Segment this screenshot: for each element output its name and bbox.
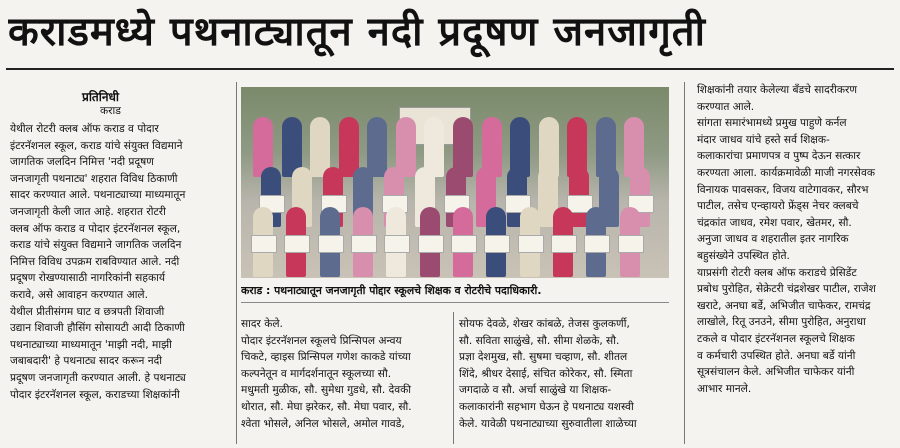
certificate xyxy=(551,235,577,253)
text-line: थोरात, सौ. मेघा झरेकर, सौ. मेघा पवार, सौ. xyxy=(241,400,412,413)
text-line: बहुसंख्येने उपस्थित होते. xyxy=(697,249,790,262)
text-line: करण्यता आला. कार्यक्रमावेळी माजी नगरसेवक xyxy=(697,166,875,179)
text-line: अनुजा जाधव व शहरातील इतर नागरिक xyxy=(697,233,849,246)
byline: प्रतिनिधी xyxy=(82,90,120,104)
text-line: व कर्मचारी उपस्थित होते. अनघा बर्डे यांनी xyxy=(697,349,856,362)
certificate xyxy=(284,235,310,253)
text-line: याप्रसंगी रोटरी क्लब ऑफ कराडचे प्रेसिडेंट xyxy=(697,266,857,279)
text-line: सूत्रसंचालन केले. अभिजीत चाफेकर यांनी xyxy=(697,366,855,379)
text-line: करावे, असे आवाहन करण्यात आले. xyxy=(10,288,148,301)
certificate xyxy=(484,235,510,253)
text-line: प्रबोध पुरोहित, सेक्रेटरी चंद्रशेखर पाटील, राजेश xyxy=(697,283,876,296)
text-line: चंद्रकांत जाधव, रमेश पवार, खेतमर, सौ. xyxy=(697,216,852,229)
certificate xyxy=(351,235,377,253)
text-line: येथील रोटरी क्लब ऑफ कराड व पोदार xyxy=(10,123,159,135)
text-line: प्रज्ञा देशमुख, सौ. सुषमा चव्हाण, सौ. शीतल xyxy=(459,351,628,364)
certificate xyxy=(418,235,444,253)
text-line: उद्यान शिवाजी हौसिंग सोसायटी आदी ठिकाणी xyxy=(10,322,185,335)
certificate xyxy=(618,235,644,253)
dateline: कराड xyxy=(100,105,121,117)
text-line: इंटरनॅशनल स्कूल, कराड यांचे संयुक्त विद्यमाने xyxy=(10,139,183,152)
text-line: क्लब ऑफ कराड व पोदार इंटरनॅशनल स्कूल, xyxy=(10,222,181,235)
text-line: कल्पनेतून व मार्गदर्शनातून स्कूलच्या सौ. xyxy=(241,367,392,380)
text-line: खराटे, अनघा बर्डे, अभिजीत चाफेकर, रामचंद्र xyxy=(697,299,871,312)
certificate xyxy=(251,235,277,253)
text-line: पोदार इंटरनॅशनल स्कूलचे प्रिन्सिपल अन्वय xyxy=(241,334,402,347)
article-column-2 xyxy=(241,316,449,432)
text-line: कराड यांचे संयुक्त विद्यमाने जागतिक जलदिन xyxy=(10,239,182,252)
text-line: सौ. सविता साळुंखे, सौ. सीमा शेळके, सौ. xyxy=(459,334,620,347)
certificate xyxy=(318,235,344,253)
headline-rule xyxy=(6,68,894,70)
text-line: जनजागृती पथनाट्य' शहरात विविध ठिकाणी xyxy=(10,172,178,185)
text-line: सोयफ देवळे, शेखर कांबळे, तेजस कुलकर्णी, xyxy=(459,318,630,330)
text-line: मधुमती मुळीक, सौ. सुमेधा गुडधे, सौ. देवकी xyxy=(241,384,412,397)
text-line: करण्यात आले. xyxy=(697,100,755,113)
text-line: सांगता समारंभामध्ये प्रमुख पाहुणे कर्नल xyxy=(697,117,847,130)
text-line: टकले व पोदार इंटरनॅशनल स्कूलचे शिक्षक xyxy=(697,332,855,345)
headline: कराडमध्ये पथनाट्यातून नदी प्रदूषण जनजागृती xyxy=(8,9,706,55)
text-line: श्वेता भोसले, अनिल भोसले, अमोल गावडे, xyxy=(241,417,405,430)
article-column-3 xyxy=(459,316,671,432)
certificate xyxy=(451,235,477,253)
column-divider xyxy=(684,82,685,444)
text-line: पथनाट्याच्या माध्यमातून 'माझी नदी, माझी xyxy=(10,338,172,351)
text-line: निमित्त विविध उपक्रम राबविण्यात आले. नदी xyxy=(10,255,180,268)
article-column-1 xyxy=(10,121,232,403)
text-line: शिक्षकांनी तयार केलेल्या बँडचे सादरीकरण xyxy=(697,84,858,96)
certificate xyxy=(584,235,610,253)
text-line: विनायक पावसकर, विजय वाटेगावकर, सौरभ xyxy=(697,183,869,196)
photo-person xyxy=(339,117,359,177)
photo-person xyxy=(367,117,387,177)
text-line: चिकटे, व्हाइस प्रिन्सिपल गणेश काकडे यांच्या xyxy=(241,351,411,364)
text-line: जबाबदारी' हे पथनाट्य सादर करून नदी xyxy=(10,355,163,368)
text-line: जनजागृती केली जात आहे. शहरात रोटरी xyxy=(10,205,166,218)
text-line: लाखोले, रितू उनउने, सीमा पुरोहित, अनुराधा xyxy=(697,316,866,329)
news-photo xyxy=(241,87,669,278)
text-line: सादर करण्यात आले. पथनाट्याच्या माध्यमातून xyxy=(10,189,186,202)
column-divider xyxy=(236,82,237,444)
article-column-4 xyxy=(697,82,893,397)
text-line: शिंदे, श्रीधर देसाई, संचित कोरेकर, सौ. स्मिता xyxy=(459,367,633,380)
certificate xyxy=(384,235,410,253)
text-line: प्रदूषण जनजागृती करण्यात आली. हे पथनाट्य xyxy=(10,371,186,384)
text-line: पाटील, तसेच एन्व्हायरो फ्रेंड्स नेचर क्लबचे xyxy=(697,200,859,213)
column-divider xyxy=(453,312,454,444)
text-line: कलाकारांचा प्रमाणपत्र व पुष्प देऊन सत्कार xyxy=(697,150,861,163)
text-line: पोदार इंटरनॅशनल स्कूल, कराडच्या शिक्षकांनी xyxy=(10,388,180,401)
text-line: केले. यावेळी पथनाट्याच्या सुरुवातीला शाळेच्या xyxy=(459,417,637,430)
text-line: जगदाळे व सौ. अर्चा साळुंखे या शिक्षक- xyxy=(459,384,612,397)
text-line: आभार मानले. xyxy=(697,382,752,395)
text-line: येथील प्रीतीसंगम घाट व छत्रपती शिवाजी xyxy=(10,305,165,318)
text-line: सादर केले. xyxy=(241,318,283,330)
text-line: कलाकारांनी सहभाग घेऊन हे पथनाट्य यशस्वी xyxy=(459,400,634,413)
text-line: जागतिक जलदिन निमित्त 'नदी प्रदूषण xyxy=(10,156,154,169)
text-line: मंदार जाधव यांचे हस्ते सर्व शिक्षक- xyxy=(697,133,830,146)
certificate xyxy=(518,235,544,253)
photo-caption: कराड : पथनाट्यातून जनजागृती पोद्दार स्कूलचे शिक्षक व रोटरीचे पदाधिकारी. xyxy=(241,280,669,303)
text-line: प्रदूषण रोखण्यासाठी नागरिकांनी सहकार्य xyxy=(10,272,165,285)
